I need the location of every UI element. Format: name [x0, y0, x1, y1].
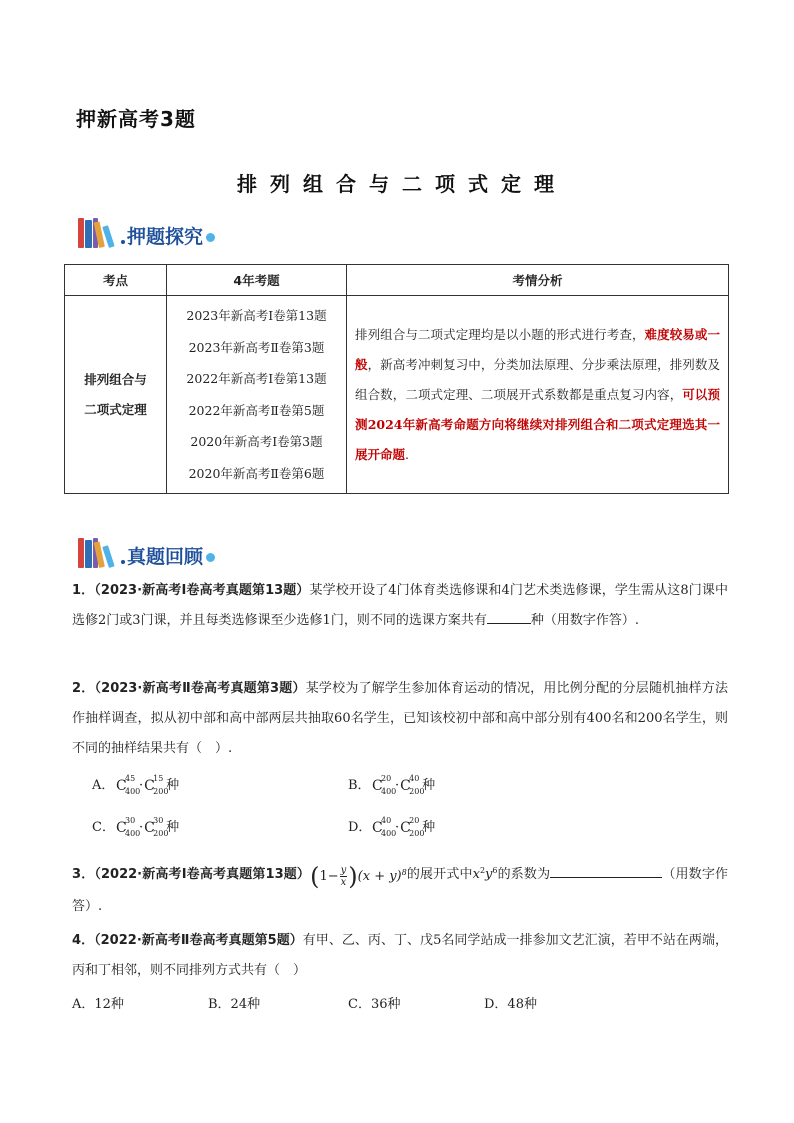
- option-a[interactable]: A．12种: [72, 997, 124, 1012]
- options-row: [72, 993, 672, 1015]
- year-item: 2020年新高考Ⅰ卷第3题: [190, 434, 323, 449]
- question-number: 1．: [72, 583, 95, 598]
- bullet-icon: [121, 560, 125, 564]
- table-row: [65, 296, 729, 494]
- option-c[interactable]: C．36种: [348, 997, 401, 1012]
- question-4: [72, 926, 728, 986]
- question-text: 某学校开设了4门体育类选修课和4门艺术类选修课，学生需从这8门课中选修2门或3门课，并且每类选修课至少选修1门，则不同的选课方案共有: [72, 583, 728, 628]
- question-text: 种（用数字作答）.: [530, 613, 639, 628]
- year-item: 2020年新高考Ⅱ卷第6题: [188, 465, 325, 481]
- option-d[interactable]: D． C 40 400 · C 20 200 种: [348, 815, 436, 838]
- year-item: 2022年新高考Ⅱ卷第5题: [188, 402, 325, 418]
- header-years: 4年考题: [167, 265, 347, 296]
- option-d[interactable]: D．48种: [484, 997, 537, 1012]
- brand-title: 押新高考3题: [76, 107, 196, 131]
- option-b[interactable]: B． C 20 400 · C 40 200 种: [348, 773, 436, 796]
- table-header-row: [65, 265, 729, 296]
- question-source: （2022·新高考Ⅱ卷高考真题第5题）: [94, 933, 303, 948]
- bullet-icon: [121, 240, 125, 244]
- binomial-expression: (1− $\frac{y}{x}$ )$(x + y)^8$: [310, 862, 407, 890]
- question-source: （2023·新高考Ⅰ卷高考真题第13题）: [94, 583, 310, 598]
- analysis-text: ，新高考冲刺复习中，分类加法原理、分步乘法原理，排列数及组合数，二项式定理、二项展开式系数都是重点复习内容，: [355, 356, 720, 402]
- question-1: [72, 576, 728, 636]
- question-text: 的系数为: [497, 867, 551, 882]
- analysis-highlight: 可以预测2024年新高考命题方向将继续对排列组合和二项式定理选其一展开命题: [355, 386, 720, 462]
- books-icon: [78, 536, 120, 568]
- question-text: 的展开式中: [406, 867, 473, 882]
- exam-analysis-table: [64, 264, 729, 494]
- option-c[interactable]: C． C 30 400 · C 30 200 种: [92, 815, 180, 838]
- section-heading-review: [78, 534, 215, 568]
- topic-line: 二项式定理: [84, 401, 147, 417]
- option-b[interactable]: B．24种: [208, 997, 261, 1012]
- analysis-highlight: 难度较易或一般: [355, 326, 720, 372]
- question-3: 3．（2022·新高考Ⅰ卷高考真题第13题）(1− $\frac{y}{x}$ )$(x + y)^8$的展开式中$x^2y^6$的系数为 （用数字作答）.: [72, 856, 728, 922]
- question-number: 4．: [72, 933, 95, 948]
- topic-line: 排列组合与: [84, 371, 147, 387]
- dot-icon: [206, 233, 215, 242]
- analysis-cell: [347, 296, 729, 494]
- section-label: 真题回顾: [127, 546, 204, 568]
- year-item: 2022年新高考Ⅰ卷第13题: [186, 371, 327, 386]
- option-a[interactable]: A． C 45 400 · C 15 200 种: [92, 773, 180, 796]
- years-cell: [167, 296, 347, 494]
- topic-cell: [65, 296, 167, 494]
- header-topic: 考点: [65, 265, 167, 296]
- question-2: [72, 674, 728, 764]
- analysis-text: .: [405, 446, 409, 462]
- answer-blank[interactable]: [487, 608, 531, 624]
- analysis-text: 排列组合与二项式定理均是以小题的形式进行考查，: [355, 326, 645, 342]
- books-icon: [78, 216, 120, 248]
- question-text: （用数字作答）.: [72, 867, 728, 914]
- dot-icon: [206, 553, 215, 562]
- header-analysis: 考情分析: [347, 265, 729, 296]
- question-text: 有甲、乙、丙、丁、戊5名同学站成一排参加文艺汇演，若甲不站在两端，丙和丁相邻，则不同排列方式共有（ ）: [72, 933, 728, 978]
- section-heading-explore: [78, 214, 215, 248]
- year-item: 2023年新高考Ⅰ卷第13题: [186, 308, 327, 323]
- question-source: （2022·新高考Ⅰ卷高考真题第13题）: [94, 867, 311, 882]
- question-number: 3．: [72, 867, 95, 882]
- question-number: 2．: [72, 681, 95, 696]
- answer-blank[interactable]: [550, 862, 662, 878]
- section-label: 押题探究: [127, 226, 204, 248]
- year-item: 2023年新高考Ⅱ卷第3题: [188, 339, 325, 355]
- question-text: 某学校为了解学生参加体育运动的情况，用比例分配的分层随机抽样方法作抽样调查，拟从初中部和高中部两层共抽取60名学生，已知该校初中部和高中部分别有400名和200名学生，则不同的抽样结果共有（ ）.: [72, 681, 728, 756]
- page-title: 排列组合与二项式定理: [237, 172, 567, 196]
- question-source: （2023·新高考Ⅱ卷高考真题第3题）: [94, 681, 306, 696]
